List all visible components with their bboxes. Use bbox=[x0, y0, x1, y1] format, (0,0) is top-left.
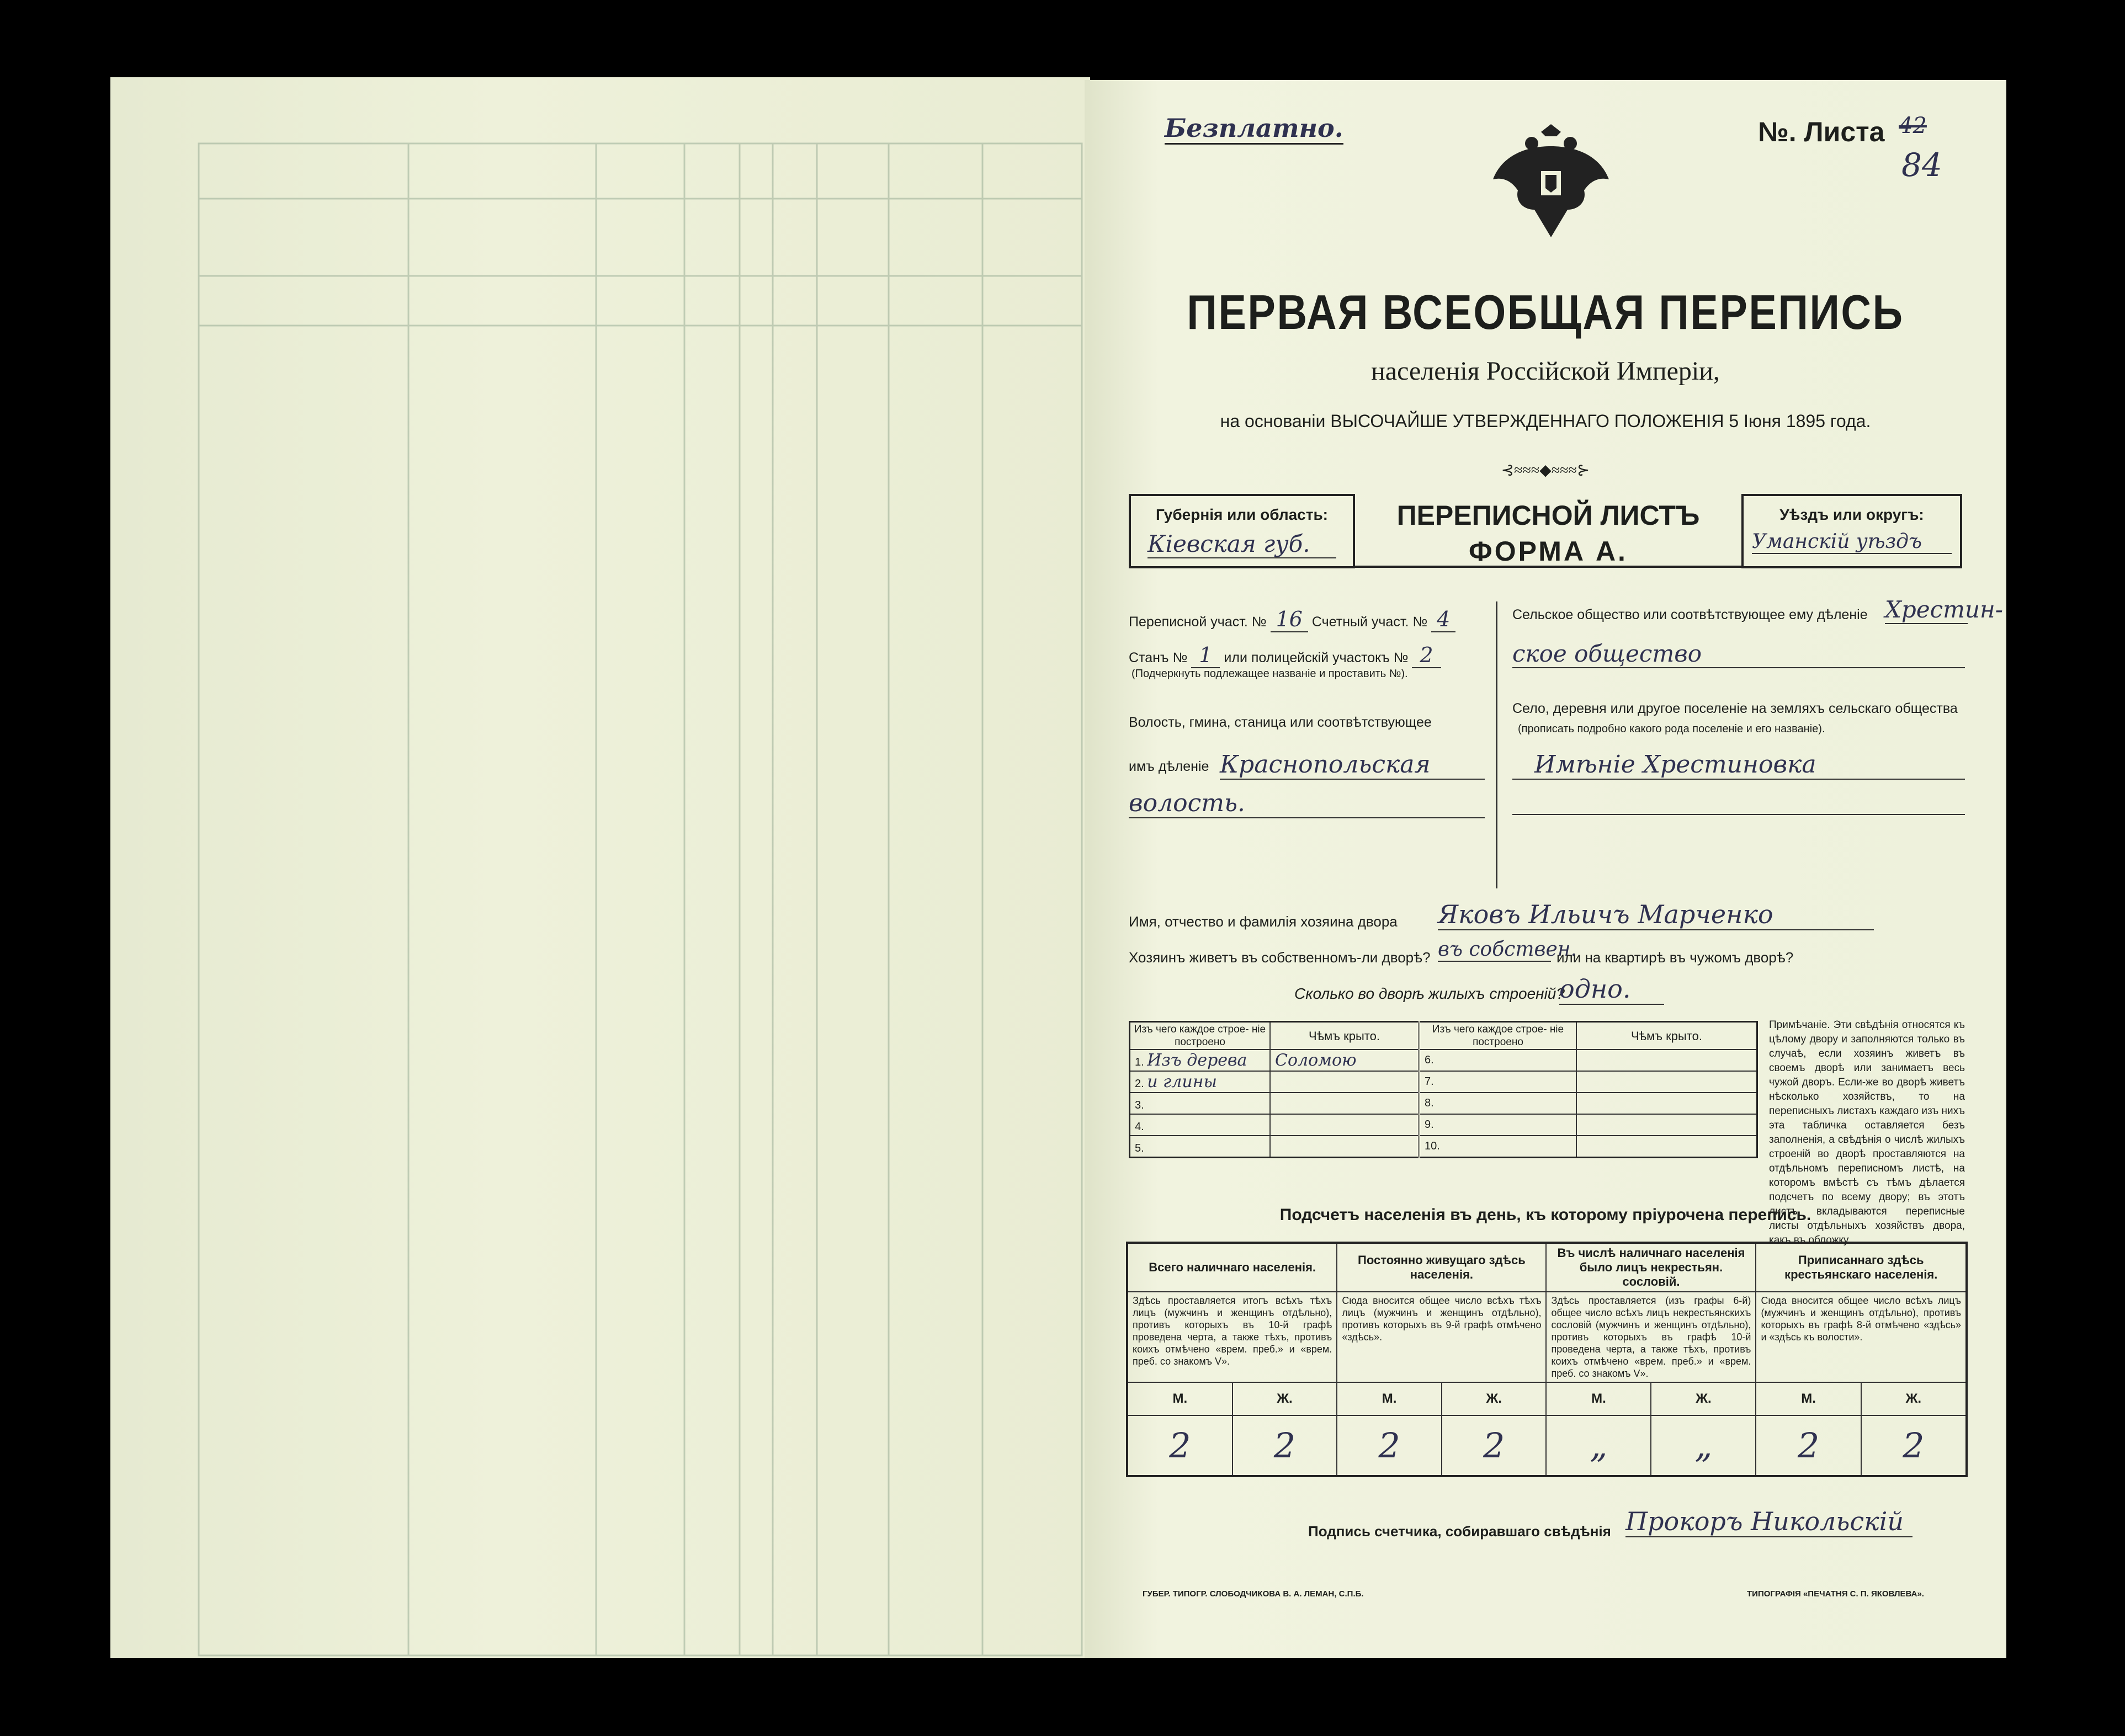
buildings-header-row bbox=[1130, 1022, 1757, 1050]
buildings-value: одно. bbox=[1559, 974, 1664, 1005]
buildings-table bbox=[1129, 1021, 1758, 1158]
male-count: 2 bbox=[1756, 1415, 1861, 1476]
count-col-header: Постоянно живущаго здѣсь населенія. bbox=[1337, 1243, 1546, 1292]
society-label: Сельское общество или соотвѣтствующее ему дѣленіе bbox=[1512, 607, 1868, 622]
building-material-cell: 3. bbox=[1130, 1093, 1271, 1114]
female-label: Ж. bbox=[1651, 1382, 1756, 1415]
count-col-header: Всего наличнаго населенія. bbox=[1127, 1243, 1337, 1292]
show-through-grid bbox=[199, 143, 1082, 1655]
female-count: 2 bbox=[1442, 1415, 1547, 1476]
building-row bbox=[1130, 1050, 1757, 1071]
footnote: Примѣчаніе. Эти свѣдѣнія относятся къ цѣлому двору и заполняются только въ случаѣ, если хозяинъ живетъ въ своемъ дворѣ или занимаетъ весь чужой дворъ. Если-же во дворѣ живетъ нѣсколько хозяйствъ, то на переписныхъ листахъ каждаго изъ нихъ эта табличка оставляется безъ заполненія, а свѣдѣнія о числѣ жилыхъ строеній во дворѣ проставляются на отдѣльномъ переписномъ листѣ, на которомъ вмѣстѣ съ тѣмъ дѣлается подсчетъ по всему двору; въ этотъ листъ вкладываются переписные листы отдѣльныхъ хозяйствъ двора, какъ въ обложку. bbox=[1769, 1019, 1965, 1246]
building-roof-cell bbox=[1576, 1093, 1757, 1114]
census-form-page bbox=[1085, 80, 2006, 1658]
printer-left: ГУБЕР. ТИПОГР. СЛОБОДЧИКОВА В. А. ЛЕМАН, С.П.Б. bbox=[1143, 1589, 1364, 1599]
stan-value: 1 bbox=[1191, 643, 1220, 668]
count-area-value: 4 bbox=[1431, 607, 1455, 632]
building-roof-cell bbox=[1576, 1136, 1757, 1158]
stan-line: Станъ № 1 или полицейскій участокъ № 2 bbox=[1129, 643, 1441, 667]
building-material-cell: 10. bbox=[1419, 1136, 1576, 1158]
population-count-table bbox=[1126, 1242, 1968, 1477]
building-row bbox=[1130, 1093, 1757, 1114]
count-col-description: Сюда вносится общее число всѣхъ тѣхъ лицъ (мужчинъ и женщинъ отдѣльно), противъ которыхъ въ 9-й графѣ отмѣчено «здѣсь». bbox=[1337, 1292, 1546, 1382]
free-label: Безплатно. bbox=[1165, 113, 1343, 145]
count-col-header: Въ числѣ наличнаго населенія было лицъ некрестьян. сословій. bbox=[1546, 1243, 1756, 1292]
underline-note: (Подчеркнуть подлежащее названіе и проставить №). bbox=[1131, 668, 1408, 680]
buildings-label: Сколько во дворѣ жилыхъ строеній? bbox=[1294, 985, 1565, 1002]
male-label: М. bbox=[1546, 1382, 1651, 1415]
form-title-rule bbox=[1355, 566, 1741, 568]
volost-value-2: волость. bbox=[1129, 789, 1485, 818]
village-note: (прописать подробно какого рода поселеніе и его названіе). bbox=[1518, 723, 1825, 735]
building-material-cell: 7. bbox=[1419, 1071, 1576, 1093]
count-header-row bbox=[1127, 1243, 1967, 1292]
building-material-cell: 8. bbox=[1419, 1093, 1576, 1114]
count-values-row bbox=[1127, 1415, 1967, 1476]
imperial-eagle-emblem bbox=[1490, 113, 1612, 240]
left-page bbox=[110, 77, 1090, 1658]
census-area-value: 16 bbox=[1271, 607, 1308, 632]
signature-label: Подпись счетчика, собиравшаго свѣдѣнія bbox=[1308, 1523, 1611, 1540]
signature-value: Прокоръ Никольскій bbox=[1625, 1506, 1912, 1537]
form-title: ПЕРЕПИСНОЙ ЛИСТЪ bbox=[1396, 500, 1700, 531]
count-col-description: Сюда вносится общее число всѣхъ лицъ (мужчинъ и женщинъ отдѣльно), противъ которыхъ въ графѣ 8-й отмѣчено «здѣсь» и «здѣсь къ волости». bbox=[1756, 1292, 1967, 1382]
building-row bbox=[1130, 1071, 1757, 1093]
female-label: Ж. bbox=[1232, 1382, 1337, 1415]
building-row bbox=[1130, 1136, 1757, 1158]
police-value: 2 bbox=[1412, 643, 1441, 668]
uezd-box bbox=[1741, 494, 1962, 568]
male-count: „ bbox=[1546, 1415, 1651, 1476]
building-material-cell: 4. bbox=[1130, 1114, 1271, 1136]
male-count: 2 bbox=[1337, 1415, 1442, 1476]
building-roof-cell bbox=[1270, 1093, 1419, 1114]
volost-label-2: имъ дѣленіе bbox=[1129, 759, 1209, 774]
sheet-number-label: №. Листа bbox=[1758, 116, 1885, 147]
society-value-1: Хрестин- bbox=[1885, 596, 2003, 623]
village-value: Имѣніе Хрестиновка bbox=[1512, 750, 1965, 780]
gubernia-box bbox=[1129, 494, 1355, 568]
gubernia-value: Кіевская губ. bbox=[1148, 530, 1336, 558]
volost-label-1: Волость, гмина, станица или соотвѣтствующее bbox=[1129, 715, 1432, 730]
bld-header-material-left: Изъ чего каждое строе- ніе построено bbox=[1130, 1022, 1271, 1050]
sheet-number-struck: 42 bbox=[1899, 113, 1927, 139]
female-label: Ж. bbox=[1442, 1382, 1547, 1415]
sheet-number-handwritten: 84 bbox=[1901, 146, 1942, 184]
building-material-cell: 9. bbox=[1419, 1114, 1576, 1136]
uezd-value: Уманскій уѣздъ bbox=[1752, 530, 1952, 554]
document-subtitle: населенія Россійской Имперіи, bbox=[1371, 356, 1720, 386]
ornament-divider: ⊰≈≈≈◆≈≈≈⊱ bbox=[1501, 462, 1590, 479]
bld-header-roof-right: Чѣмъ крыто. bbox=[1576, 1022, 1757, 1050]
building-material-cell: 1. Изъ дерева bbox=[1130, 1050, 1271, 1071]
count-title: Подсчетъ населенія въ день, къ которому пріурочена перепись. bbox=[1279, 1206, 1811, 1224]
female-count: „ bbox=[1651, 1415, 1756, 1476]
building-roof-cell bbox=[1270, 1114, 1419, 1136]
count-col-description: Здѣсь проставляется (изъ графы 6-й) общее число всѣхъ лицъ некрестьянскихъ сословій (мужчинъ и женщинъ отдѣльно), противъ которыхъ въ графѣ 10-й проведена черта, а также тѣхъ, противъ коихъ отмѣчено «врем. преб.» и «врем. преб. со знакомъ V». bbox=[1546, 1292, 1756, 1382]
owner-line: Имя, отчество и фамилія хозяина двора bbox=[1129, 913, 1398, 930]
building-roof-cell bbox=[1576, 1071, 1757, 1093]
bld-header-material-right: Изъ чего каждое строе- ніе построено bbox=[1419, 1022, 1576, 1050]
building-roof-cell bbox=[1576, 1050, 1757, 1071]
building-roof-cell bbox=[1270, 1071, 1419, 1093]
female-label: Ж. bbox=[1861, 1382, 1967, 1415]
male-label: М. bbox=[1127, 1382, 1232, 1415]
document-title: ПЕРВАЯ ВСЕОБЩАЯ ПЕРЕПИСЬ bbox=[1187, 285, 1904, 339]
building-material-cell: 2. и глины bbox=[1130, 1071, 1271, 1093]
buildings-body bbox=[1130, 1050, 1757, 1158]
building-row bbox=[1130, 1114, 1757, 1136]
count-description-row bbox=[1127, 1292, 1967, 1382]
society-value-2: ское общество bbox=[1512, 640, 1965, 668]
count-col-header: Приписаннаго здѣсь крестьянскаго населенія. bbox=[1756, 1243, 1967, 1292]
count-sex-row bbox=[1127, 1382, 1967, 1415]
bld-header-roof-left: Чѣмъ крыто. bbox=[1270, 1022, 1419, 1050]
male-label: М. bbox=[1756, 1382, 1861, 1415]
male-count: 2 bbox=[1127, 1415, 1232, 1476]
legal-basis: на основаніи ВЫСОЧАЙШЕ УТВЕРЖДЕННАГО ПОЛОЖЕНІЯ 5 Іюня 1895 года. bbox=[1220, 411, 1871, 431]
village-line-2 bbox=[1512, 814, 1965, 815]
printer-right: ТИПОГРАФІЯ «ПЕЧАТНЯ С. П. ЯКОВЛЕВА». bbox=[1747, 1589, 1924, 1599]
uezd-label: Уѣздъ или округъ: bbox=[1779, 506, 1924, 523]
building-material-cell: 6. bbox=[1419, 1050, 1576, 1071]
lives-label-a: Хозяинъ живетъ въ собственномъ-ли дворѣ? bbox=[1129, 949, 1431, 966]
building-roof-cell bbox=[1576, 1114, 1757, 1136]
form-name: ФОРМА А. bbox=[1469, 536, 1628, 567]
lives-value: въ собствен. bbox=[1438, 938, 1577, 961]
male-label: М. bbox=[1337, 1382, 1442, 1415]
volost-value-1: Краснопольская bbox=[1220, 750, 1485, 780]
info-divider bbox=[1496, 601, 1497, 888]
female-count: 2 bbox=[1861, 1415, 1967, 1476]
census-area-line: Переписной участ. № 16 Счетный участ. № 4 bbox=[1129, 607, 1488, 631]
building-roof-cell bbox=[1270, 1136, 1419, 1158]
village-label: Село, деревня или другое поселеніе на земляхъ сельскаго общества bbox=[1512, 701, 1958, 716]
lives-label-b: или на квартирѣ въ чужомъ дворѣ? bbox=[1556, 949, 1794, 966]
owner-value: Яковъ Ильичъ Марченко bbox=[1438, 899, 1874, 930]
gubernia-label: Губернія или область: bbox=[1155, 506, 1329, 523]
building-roof-cell: Соломою bbox=[1270, 1050, 1419, 1071]
building-material-cell: 5. bbox=[1130, 1136, 1271, 1158]
count-col-description: Здѣсь проставляется итогъ всѣхъ тѣхъ лицъ (мужчинъ и женщинъ отдѣльно), противъ которыхъ въ 10-й графѣ проведена черта, а также тѣхъ, противъ коихъ отмѣчено «врем. преб.» и «врем. преб. со знакомъ V». bbox=[1127, 1292, 1337, 1382]
female-count: 2 bbox=[1232, 1415, 1337, 1476]
